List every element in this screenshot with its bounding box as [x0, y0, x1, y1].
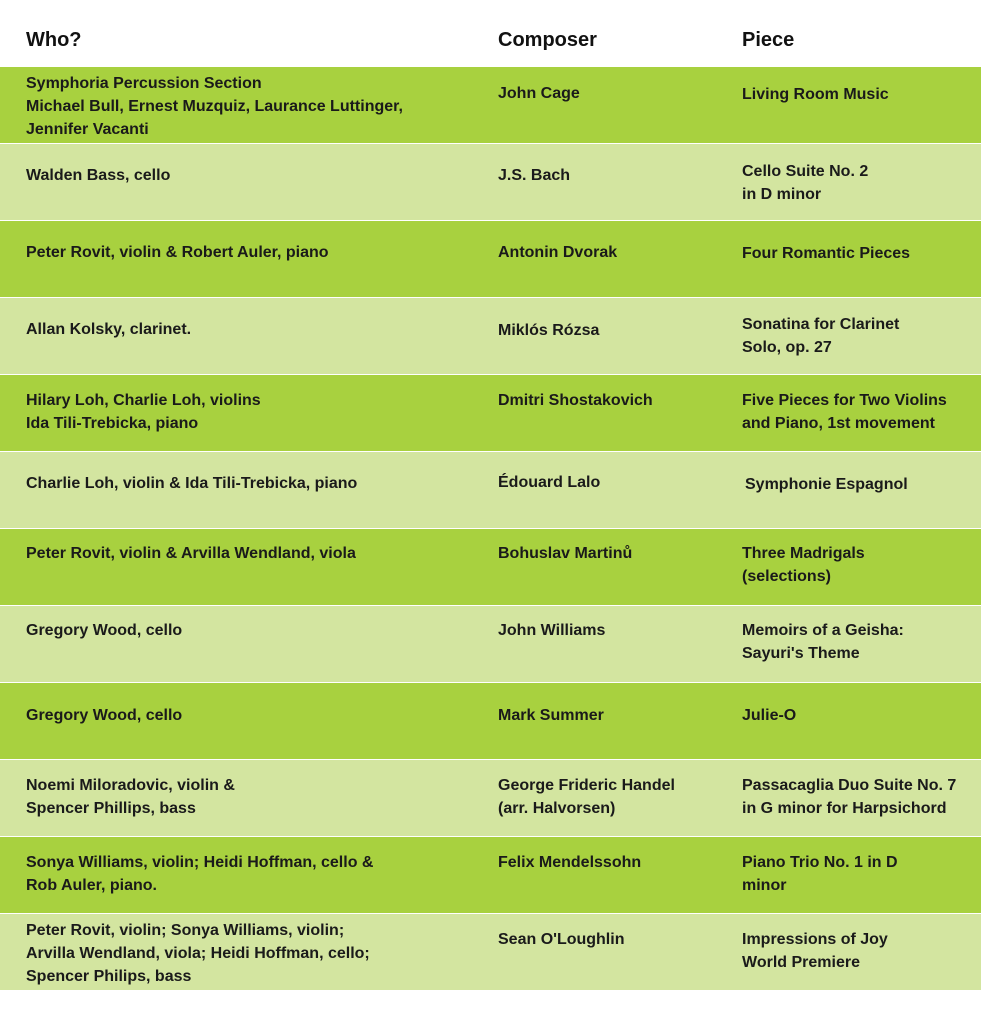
table-row	[0, 375, 981, 451]
performer-cell: Symphoria Percussion Section Michael Bull, Ernest Muzquiz, Laurance Luttinger, Jennifer Vacanti	[26, 75, 403, 138]
performer-cell: Peter Rovit, violin; Sonya Williams, violin; Arvilla Wendland, viola; Heidi Hoffman, cello; Spencer Philips, bass	[26, 922, 370, 985]
composer-cell: Mark Summer	[498, 707, 604, 724]
piece-cell: Three Madrigals (selections)	[742, 545, 865, 585]
performer-cell: Walden Bass, cello	[26, 167, 171, 184]
composer-cell: John Cage	[498, 85, 580, 102]
piece-cell: Impressions of Joy World Premiere	[742, 931, 888, 971]
table-row	[0, 298, 981, 374]
table-row	[0, 683, 981, 759]
performer-cell: Peter Rovit, violin & Arvilla Wendland, viola	[26, 545, 356, 562]
performer-cell: Charlie Loh, violin & Ida Tili-Trebicka, piano	[26, 475, 358, 492]
performer-cell: Peter Rovit, violin & Robert Auler, piano	[26, 244, 329, 261]
header-who: Who?	[26, 29, 82, 51]
composer-cell: J.S. Bach	[498, 167, 571, 184]
piece-cell: Four Romantic Pieces	[742, 245, 911, 262]
performer-cell: Noemi Miloradovic, violin & Spencer Phillips, bass	[26, 777, 235, 817]
table-row	[0, 67, 981, 143]
piece-cell: Memoirs of a Geisha: Sayuri's Theme	[742, 622, 904, 662]
piece-cell: Passacaglia Duo Suite No. 7 in G minor for Harpsichord	[742, 777, 957, 817]
piece-cell: Piano Trio No. 1 in D minor	[742, 854, 898, 894]
table-row	[0, 914, 981, 990]
piece-cell: Living Room Music	[742, 86, 889, 103]
composer-cell: Antonin Dvorak	[498, 244, 618, 261]
piece-cell: Five Pieces for Two Violins and Piano, 1st movement	[742, 392, 947, 432]
performer-cell: Allan Kolsky, clarinet.	[26, 321, 192, 338]
table-row	[0, 221, 981, 297]
table-header	[0, 0, 981, 67]
table-row	[0, 837, 981, 913]
table-row	[0, 760, 981, 836]
piece-cell: Sonatina for Clarinet Solo, op. 27	[742, 316, 900, 356]
composer-cell: Édouard Lalo	[498, 474, 601, 491]
performer-cell: Hilary Loh, Charlie Loh, violins Ida Tili-Trebicka, piano	[26, 392, 261, 432]
table-row	[0, 606, 981, 682]
header-composer: Composer	[498, 29, 597, 51]
table-row	[0, 144, 981, 220]
piece-cell: Julie-O	[742, 707, 797, 724]
composer-cell: Dmitri Shostakovich	[498, 392, 653, 409]
performer-cell: Sonya Williams, violin; Heidi Hoffman, cello & Rob Auler, piano.	[26, 854, 374, 894]
header-piece: Piece	[742, 29, 795, 51]
performer-cell: Gregory Wood, cello	[26, 622, 183, 639]
composer-cell: Bohuslav Martinů	[498, 545, 633, 562]
composer-cell: Felix Mendelssohn	[498, 854, 642, 871]
composer-cell: Sean O'Loughlin	[498, 931, 625, 948]
table-row	[0, 452, 981, 528]
piece-cell: Cello Suite No. 2 in D minor	[742, 163, 869, 203]
composer-cell: Miklós Rózsa	[498, 322, 600, 339]
piece-cell: Symphonie Espagnol	[745, 476, 908, 493]
composer-cell: George Frideric Handel (arr. Halvorsen)	[498, 777, 675, 817]
performer-cell: Gregory Wood, cello	[26, 707, 183, 724]
table-row	[0, 529, 981, 605]
composer-cell: John Williams	[498, 622, 606, 639]
